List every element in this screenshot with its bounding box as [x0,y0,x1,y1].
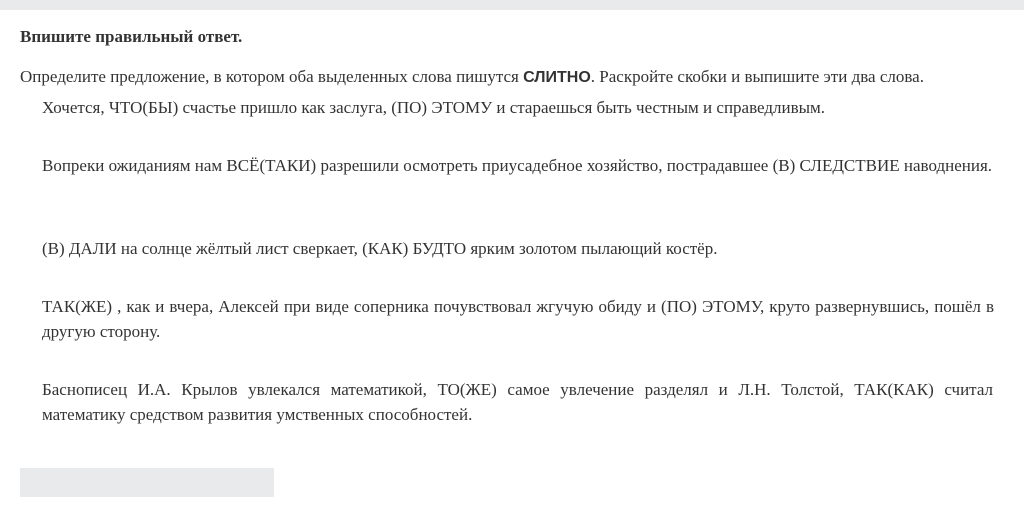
task-text-before: Определите предложение, в котором оба выделенных слова пишутся [20,67,519,86]
option-2: Вопреки ожиданиям нам ВСЁ(ТАКИ) разрешили осмотреть приусадебное хозяйство, пострадавшее (В) СЛЕДСТВИЕ наводнения. [42,156,993,175]
option-1: Хочется, ЧТО(БЫ) счастье пришло как заслуга, (ПО) ЭТОМУ и стараешься быть честным и справедливым. [42,98,826,117]
option-5: Баснописец И.А. Крылов увлекался математикой, ТО(ЖЕ) самое увлечение разделял и Л.Н. Толстой, ТАК(КАК) считал математику средством развития умственных способностей. [42,380,993,424]
instruction-heading: Впишите правильный ответ. [20,27,243,46]
option-3: (В) ДАЛИ на солнце жёлтый лист сверкает, (КАК) БУДТО ярким золотом пылающий костёр. [42,239,718,258]
task-text [20,66,924,89]
option-4: ТАК(ЖЕ) , как и вчера, Алексей при виде соперника почувствовал жгучую обиду и (ПО) ЭТОМУ, круто развернувшись, пошёл в другую сторону. [42,297,994,341]
task-text-after: . Раскройте скобки и выпишите эти два слова. [590,67,924,86]
top-bar [0,0,1024,10]
answer-input[interactable] [20,468,274,497]
task-emphasis: СЛИТНО [523,69,591,86]
